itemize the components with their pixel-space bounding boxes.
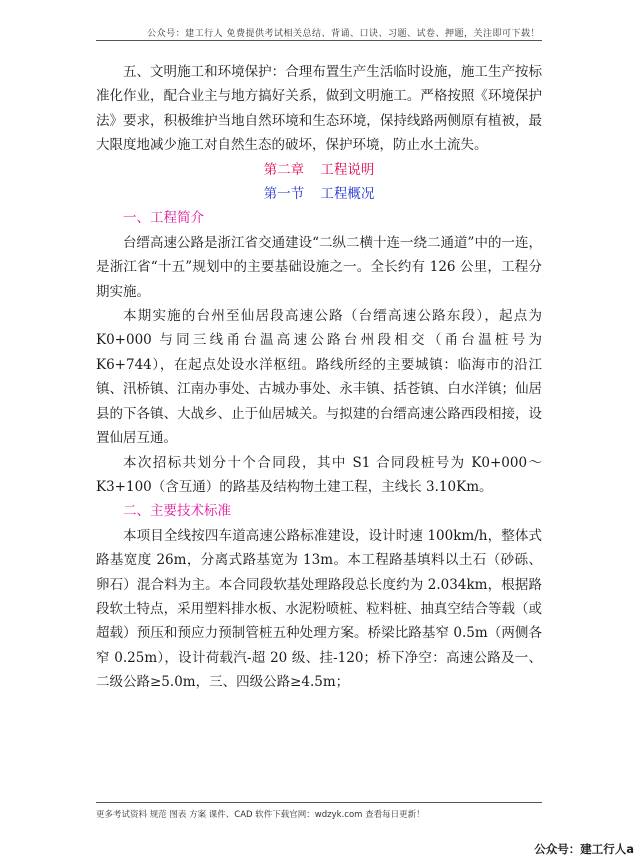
paragraph-intro-3: 本次招标共划分十个合同段，其中 S1 合同段桩号为 K0+000～K3+100（含互通）的路基及结构物土建工程，主线长 3.10Km。 bbox=[96, 454, 542, 495]
subheading-project-intro: 一、工程简介 bbox=[123, 210, 204, 227]
section-title: 第一节 工程概况 bbox=[263, 186, 375, 203]
chapter-title: 第二章 工程说明 bbox=[263, 161, 375, 178]
header-divider bbox=[96, 40, 542, 41]
paragraph-standards: 本项目全线按四车道高速公路标准建设，设计时速 100km/h，整体式路基宽度 26m，分离式路基宽为 13m。本工程路基填料以土石（砂砾、卵石）混合料为主。本合同段软基处理路段总长度约为 2.034km，根据路段软土特点，采用塑料排水板、水泥粉喷桩、粒料桩、抽真空结合等载（或超载）预压和预应力预制管桩五种处理方案。桥梁比路基窄 0.5m（两侧各窄 0.25m），设计荷载汽-超 20 级、挂-120；桥下净空：高速公路及一、二级公路≥5.0m，三、四级公路≥4.5m； bbox=[96, 527, 542, 691]
footer-note: 更多考试资料 规范 图表 方案 课件、CAD 软件下载官网：wdzyk.com 查看每日更新！ bbox=[96, 810, 425, 820]
header-note: 公众号：建工行人 免费提供考试相关总结、背诵、口诀、习题、试卷、押题，关注即可下载！ bbox=[147, 29, 540, 39]
subheading-technical-standards: 二、主要技术标准 bbox=[123, 503, 231, 520]
paragraph-intro-1: 台缙高速公路是浙江省交通建设“二纵二横十连一绕二通道”中的一连，是浙江省“十五”规划中的主要基础设施之一。全长约有 126 公里，工程分期实施。 bbox=[96, 234, 542, 300]
paragraph-civilized-construction: 五、文明施工和环境保护：合理布置生产生活临时设施，施工生产按标准化作业，配合业主与地方搞好关系，做到文明施工。严格按照《环境保护法》要求，积极维护当地自然环境和生态环境，保持线路两侧原有植被，最大限度地减少施工对自然生态的破坏，保护环境，防止水土流失。 bbox=[96, 64, 542, 154]
watermark: 公众号：建工行人a bbox=[534, 842, 634, 856]
footer-divider bbox=[96, 802, 542, 803]
document-body bbox=[96, 60, 542, 695]
paragraph-intro-2: 本期实施的台州至仙居段高速公路（台缙高速公路东段），起点为 K0+000 与同三线甬台温高速公路台州段相交（甬台温桩号为 K6+744），在起点处设水洋枢纽。路线所经的主要城镇：临海市的沿江镇、汛桥镇、江南办事处、古城办事处、永丰镇、括苍镇、白水洋镇；仙居县的下各镇、大战乡、止于仙居城关。与拟建的台缙高速公路西段相接，设置仙居互通。 bbox=[96, 308, 542, 447]
